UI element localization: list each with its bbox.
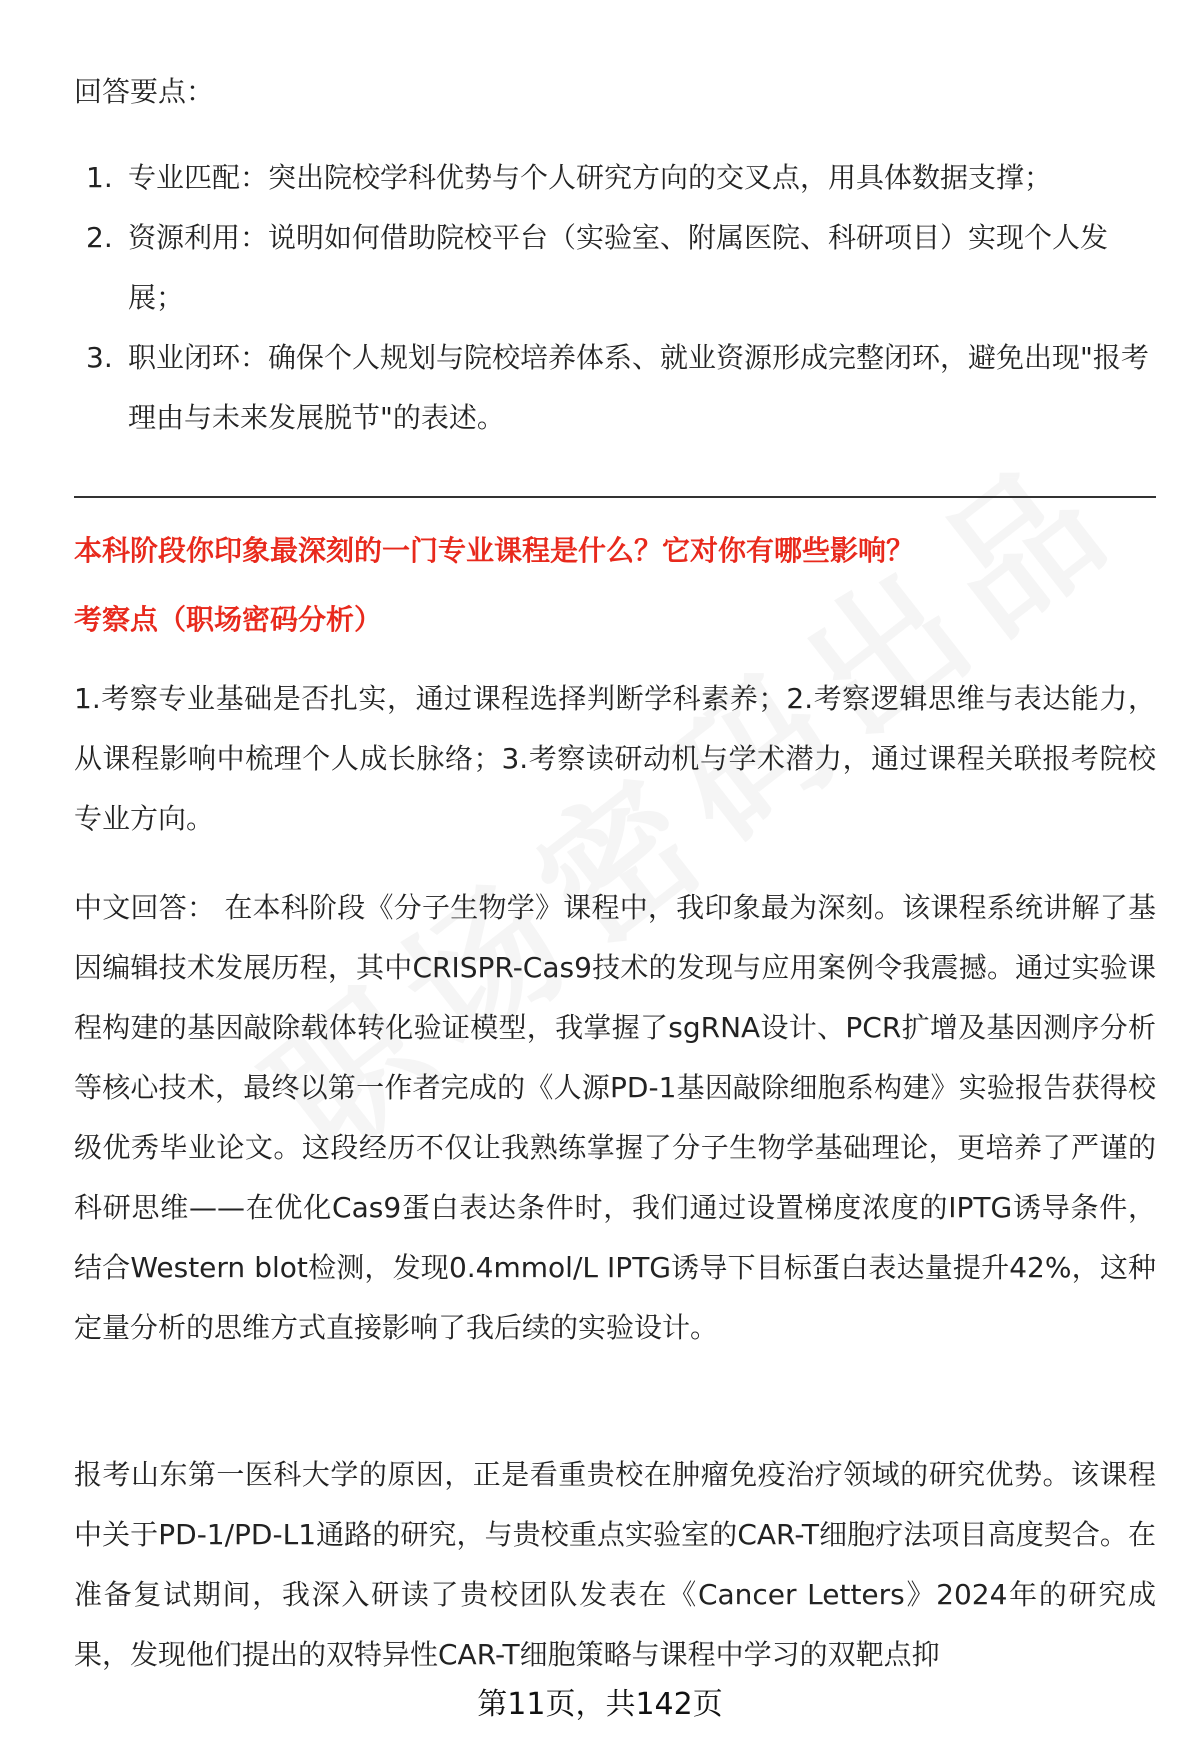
list-item	[74, 148, 1156, 208]
question-title: 本科阶段你印象最深刻的一门专业课程是什么？它对你有哪些影响？	[74, 534, 915, 567]
page-number-footer: 第11页，共142页	[477, 1687, 723, 1722]
list-item	[74, 208, 1156, 328]
answer-points-heading: 回答要点：	[74, 75, 215, 108]
section-divider	[74, 496, 1156, 498]
list-item-text: 资源利用：说明如何借助院校平台（实验室、附属医院、科研项目）实现个人发展；	[128, 221, 1109, 314]
list-item-number: 1.	[86, 161, 113, 194]
answer-section-1	[74, 878, 1156, 1358]
list-item-text: 职业闭环：确保个人规划与院校培养体系、就业资源形成完整闭环，避免出现"报考理由与未来发展脱节"的表述。	[128, 341, 1149, 434]
answer-points-list	[74, 148, 1156, 448]
list-item	[74, 328, 1156, 448]
answer-paragraph-1: 中文回答： 在本科阶段《分子生物学》课程中，我印象最为深刻。该课程系统讲解了基因编辑技术发展历程，其中CRISPR-Cas9技术的发现与应用案例令我震撼。通过实验课程构建的基因敲除载体转化验证模型，我掌握了sgRNA设计、PCR扩增及基因测序分析等核心技术，最终以第一作者完成的《人源PD-1基因敲除细胞系构建》实验报告获得校级优秀毕业论文。这段经历不仅让我熟练掌握了分子生物学基础理论，更培养了严谨的科研思维——在优化Cas9蛋白表达条件时，我们通过设置梯度浓度的IPTG诱导条件，结合Western blot检测，发现0.4mmol/L IPTG诱导下目标蛋白表达量提升42%，这种定量分析的思维方式直接影响了我后续的实验设计。	[74, 891, 1156, 1344]
list-item-number: 3.	[86, 341, 113, 374]
list-item-text: 专业匹配：突出院校学科优势与个人研究方向的交叉点，用具体数据支撑；	[128, 161, 1053, 194]
answer-paragraph-2: 报考山东第一医科大学的原因，正是看重贵校在肿瘤免疫治疗领域的研究优势。该课程中关于PD-1/PD-L1通路的研究，与贵校重点实验室的CAR-T细胞疗法项目高度契合。在准备复试期间，我深入研读了贵校团队发表在《Cancer Letters》2024年的研究成果，发现他们提出的双特异性CAR-T细胞策略与课程中学习的双靶点抑	[74, 1458, 1156, 1671]
list-item-number: 2.	[86, 221, 113, 254]
answer-section-2	[74, 1445, 1156, 1685]
assessment-point-label: 考察点（职场密码分析）	[74, 603, 383, 636]
assessment-analysis	[74, 669, 1156, 849]
analysis-paragraph: 1.考察专业基础是否扎实，通过课程选择判断学科素养；2.考察逻辑思维与表达能力，从课程影响中梳理个人成长脉络；3.考察读研动机与学术潜力，通过课程关联报考院校专业方向。	[74, 682, 1156, 835]
